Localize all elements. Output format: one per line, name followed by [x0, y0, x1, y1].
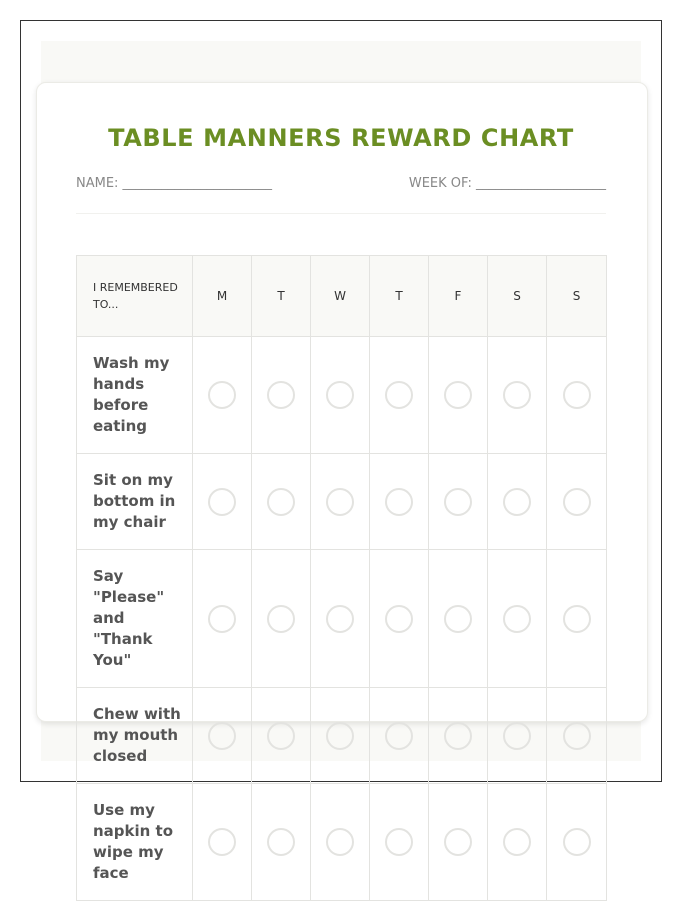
- day-cell[interactable]: [311, 784, 370, 901]
- checkbox-circle-icon[interactable]: [267, 722, 295, 750]
- task-label: Wash my hands before eating: [77, 337, 193, 454]
- meta-row: [76, 176, 606, 194]
- checkbox-circle-icon[interactable]: [208, 722, 236, 750]
- day-cell[interactable]: [193, 688, 252, 784]
- day-cell[interactable]: [370, 688, 429, 784]
- column-header-day: W: [311, 256, 370, 337]
- day-cell[interactable]: [429, 337, 488, 454]
- checkbox-circle-icon[interactable]: [326, 381, 354, 409]
- day-cell[interactable]: [193, 550, 252, 688]
- checkbox-circle-icon[interactable]: [503, 605, 531, 633]
- day-cell[interactable]: [429, 784, 488, 901]
- table-row: [77, 337, 607, 454]
- table-row: [77, 550, 607, 688]
- chart-title: TABLE MANNERS REWARD CHART: [108, 124, 574, 152]
- day-cell[interactable]: [547, 337, 607, 454]
- checkbox-circle-icon[interactable]: [208, 828, 236, 856]
- day-cell[interactable]: [488, 784, 547, 901]
- checkbox-circle-icon[interactable]: [326, 605, 354, 633]
- day-cell[interactable]: [547, 784, 607, 901]
- column-header-day: F: [429, 256, 488, 337]
- checkbox-circle-icon[interactable]: [563, 605, 591, 633]
- checkbox-circle-icon[interactable]: [444, 381, 472, 409]
- checkbox-circle-icon[interactable]: [385, 381, 413, 409]
- header-divider: [76, 213, 606, 214]
- week-field-label: WEEK OF: ____________________: [408, 176, 606, 191]
- checkbox-circle-icon[interactable]: [385, 828, 413, 856]
- checkbox-circle-icon[interactable]: [503, 722, 531, 750]
- day-cell[interactable]: [311, 550, 370, 688]
- checkbox-circle-icon[interactable]: [208, 605, 236, 633]
- reward-table-container: [76, 255, 606, 882]
- day-cell[interactable]: [193, 337, 252, 454]
- day-cell[interactable]: [252, 688, 311, 784]
- day-cell[interactable]: [370, 337, 429, 454]
- day-cell[interactable]: [311, 337, 370, 454]
- table-header-row: [77, 256, 607, 337]
- checkbox-circle-icon[interactable]: [267, 605, 295, 633]
- checkbox-circle-icon[interactable]: [444, 605, 472, 633]
- task-label: Sit on my bottom in my chair: [77, 454, 193, 550]
- checkbox-circle-icon[interactable]: [385, 488, 413, 516]
- checkbox-circle-icon[interactable]: [563, 488, 591, 516]
- checkbox-circle-icon[interactable]: [444, 828, 472, 856]
- task-label: Chew with my mouth closed: [77, 688, 193, 784]
- name-field-label: NAME: _______________________: [76, 176, 273, 191]
- checkbox-circle-icon[interactable]: [503, 381, 531, 409]
- checkbox-circle-icon[interactable]: [208, 381, 236, 409]
- checkbox-circle-icon[interactable]: [267, 828, 295, 856]
- checkbox-circle-icon[interactable]: [326, 828, 354, 856]
- checkbox-circle-icon[interactable]: [563, 722, 591, 750]
- day-cell[interactable]: [370, 550, 429, 688]
- day-cell[interactable]: [370, 784, 429, 901]
- checkbox-circle-icon[interactable]: [563, 381, 591, 409]
- day-cell[interactable]: [429, 454, 488, 550]
- checkbox-circle-icon[interactable]: [444, 722, 472, 750]
- column-header-task: I REMEMBERED TO...: [77, 256, 193, 337]
- day-cell[interactable]: [547, 550, 607, 688]
- day-cell[interactable]: [547, 454, 607, 550]
- day-cell[interactable]: [429, 688, 488, 784]
- day-cell[interactable]: [252, 454, 311, 550]
- checkbox-circle-icon[interactable]: [208, 488, 236, 516]
- day-cell[interactable]: [193, 784, 252, 901]
- task-label: Use my napkin to wipe my face: [77, 784, 193, 901]
- day-cell[interactable]: [252, 550, 311, 688]
- day-cell[interactable]: [429, 550, 488, 688]
- day-cell[interactable]: [547, 688, 607, 784]
- reward-table: [76, 255, 607, 901]
- day-cell[interactable]: [311, 688, 370, 784]
- checkbox-circle-icon[interactable]: [267, 488, 295, 516]
- checkbox-circle-icon[interactable]: [385, 722, 413, 750]
- day-cell[interactable]: [252, 337, 311, 454]
- checkbox-circle-icon[interactable]: [444, 488, 472, 516]
- day-cell[interactable]: [488, 337, 547, 454]
- day-cell[interactable]: [311, 454, 370, 550]
- day-cell[interactable]: [488, 688, 547, 784]
- table-row: [77, 688, 607, 784]
- table-row: [77, 784, 607, 901]
- table-row: [77, 454, 607, 550]
- column-header-day: T: [252, 256, 311, 337]
- checkbox-circle-icon[interactable]: [326, 488, 354, 516]
- day-cell[interactable]: [488, 454, 547, 550]
- column-header-day: S: [488, 256, 547, 337]
- checkbox-circle-icon[interactable]: [326, 722, 354, 750]
- task-label: Say "Please" and "Thank You": [77, 550, 193, 688]
- checkbox-circle-icon[interactable]: [385, 605, 413, 633]
- day-cell[interactable]: [193, 454, 252, 550]
- column-header-day: M: [193, 256, 252, 337]
- checkbox-circle-icon[interactable]: [503, 828, 531, 856]
- checkbox-circle-icon[interactable]: [267, 381, 295, 409]
- day-cell[interactable]: [252, 784, 311, 901]
- checkbox-circle-icon[interactable]: [563, 828, 591, 856]
- day-cell[interactable]: [488, 550, 547, 688]
- day-cell[interactable]: [370, 454, 429, 550]
- column-header-day: T: [370, 256, 429, 337]
- column-header-day: S: [547, 256, 607, 337]
- checkbox-circle-icon[interactable]: [503, 488, 531, 516]
